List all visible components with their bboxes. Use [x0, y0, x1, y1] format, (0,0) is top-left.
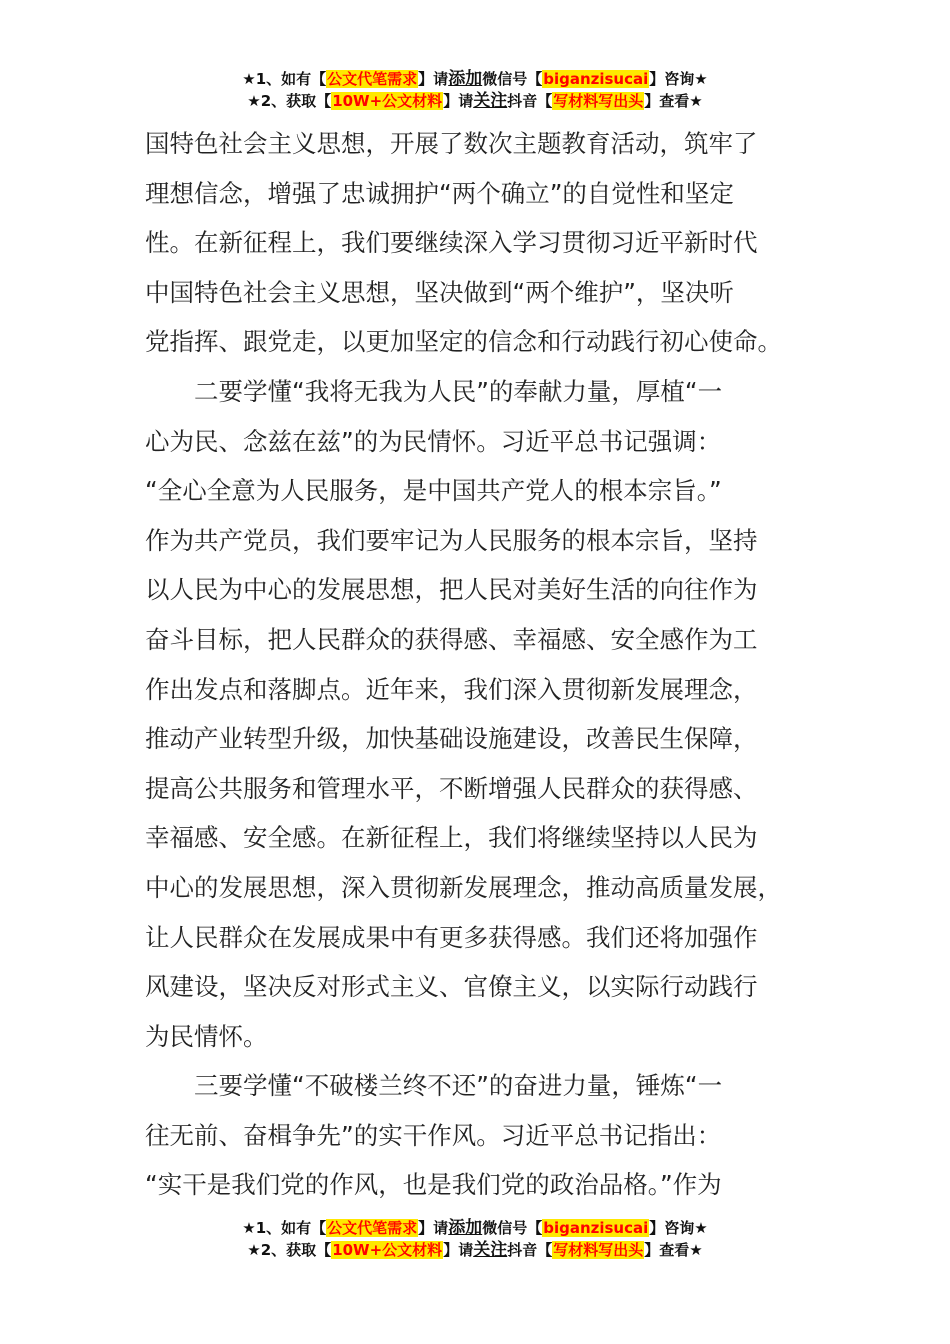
highlight-service: 公文代笔需求 — [327, 1219, 418, 1237]
wechat-id: biganzisucai — [543, 1219, 649, 1237]
document-body — [145, 119, 815, 1210]
banner-text: ★2、获取【 — [247, 92, 332, 110]
body-line: 推动产业转型升级，加快基础设施建设，改善民生保障， — [145, 724, 758, 754]
body-line: 以人民为中心的发展思想，把人民对美好生活的向往作为 — [145, 575, 758, 605]
banner-text: 微信号【 — [482, 1219, 543, 1237]
banner-text: 】请 — [443, 92, 474, 110]
douyin-account: 写材料写出头 — [553, 92, 644, 110]
banner-text: 】咨询★ — [649, 70, 708, 88]
banner-text: ★1、如有【 — [242, 1219, 327, 1237]
body-line: 作为共产党员，我们要牢记为人民服务的根本宗旨，坚持 — [145, 525, 758, 555]
body-line: 为民情怀。 — [145, 1021, 268, 1051]
highlight-service: 公文代笔需求 — [327, 70, 418, 88]
body-line: 提高公共服务和管理水平，不断增强人民群众的获得感、 — [145, 773, 758, 803]
wechat-id: biganzisucai — [543, 70, 649, 88]
banner-text: ★1、如有【 — [242, 70, 327, 88]
banner-text: 】咨询★ — [649, 1219, 708, 1237]
banner-text: 】请 — [418, 70, 449, 88]
banner-text: 抖音【 — [507, 92, 553, 110]
highlight-materials: 10W+公文材料 — [332, 1241, 443, 1259]
body-line: 幸福感、安全感。在新征程上，我们将继续坚持以人民为 — [145, 823, 758, 853]
banner-line-2 — [0, 1239, 950, 1261]
follow-text: 关注 — [473, 1240, 508, 1260]
paragraph-start: 三要学懂“不破楼兰终不还”的奋进力量，锤炼“一 — [194, 1071, 723, 1101]
banner-text: 抖音【 — [507, 1241, 553, 1259]
body-line: 让人民群众在发展成果中有更多获得感。我们还将加强作 — [145, 922, 758, 952]
quote-line: “全心全意为人民服务，是中国共产党人的根本宗旨。” — [145, 476, 722, 506]
follow-text: 关注 — [473, 91, 508, 111]
body-line: 国特色社会主义思想，开展了数次主题教育活动，筑牢了 — [145, 129, 758, 158]
banner-text: 】请 — [418, 1219, 449, 1237]
banner-line-1 — [0, 1217, 950, 1239]
add-text: 添加 — [448, 1218, 483, 1238]
banner-text: 】查看★ — [644, 92, 703, 110]
body-line: 奋斗目标，把人民群众的获得感、幸福感、安全感作为工 — [145, 624, 758, 654]
banner-text: 】请 — [443, 1241, 474, 1259]
body-line: 往无前、奋楫争先”的实干作风。习近平总书记指出： — [145, 1120, 722, 1150]
douyin-account: 写材料写出头 — [553, 1241, 644, 1259]
body-line: 党指挥、跟党走，以更加坚定的信念和行动践行初心使命。 — [145, 327, 782, 357]
banner-line-1 — [0, 68, 950, 90]
body-line: 风建设，坚决反对形式主义、官僚主义，以实际行动践行 — [145, 972, 758, 1002]
header-banner — [0, 68, 950, 112]
body-line: 心为民、念兹在兹”的为民情怀。习近平总书记强调： — [145, 426, 722, 456]
banner-line-2 — [0, 90, 950, 112]
body-line: 中国特色社会主义思想，坚决做到“两个维护”，坚决听 — [145, 277, 734, 307]
banner-text: ★2、获取【 — [247, 1241, 332, 1259]
quote-line: “实干是我们党的作风，也是我们党的政治品格。”作为 — [145, 1170, 722, 1200]
body-line: 理想信念，增强了忠诚拥护“两个确立”的自觉性和坚定 — [145, 178, 734, 208]
body-line: 性。在新征程上，我们要继续深入学习贯彻习近平新时代 — [145, 228, 758, 258]
highlight-materials: 10W+公文材料 — [332, 92, 443, 110]
body-line: 中心的发展思想，深入贯彻新发展理念，推动高质量发展， — [145, 872, 782, 902]
banner-text: 微信号【 — [482, 70, 543, 88]
banner-text: 】查看★ — [644, 1241, 703, 1259]
add-text: 添加 — [448, 69, 483, 89]
footer-banner — [0, 1217, 950, 1261]
body-line: 作出发点和落脚点。近年来，我们深入贯彻新发展理念， — [145, 674, 758, 704]
paragraph-start: 二要学懂“我将无我为人民”的奉献力量，厚植“一 — [194, 376, 723, 406]
